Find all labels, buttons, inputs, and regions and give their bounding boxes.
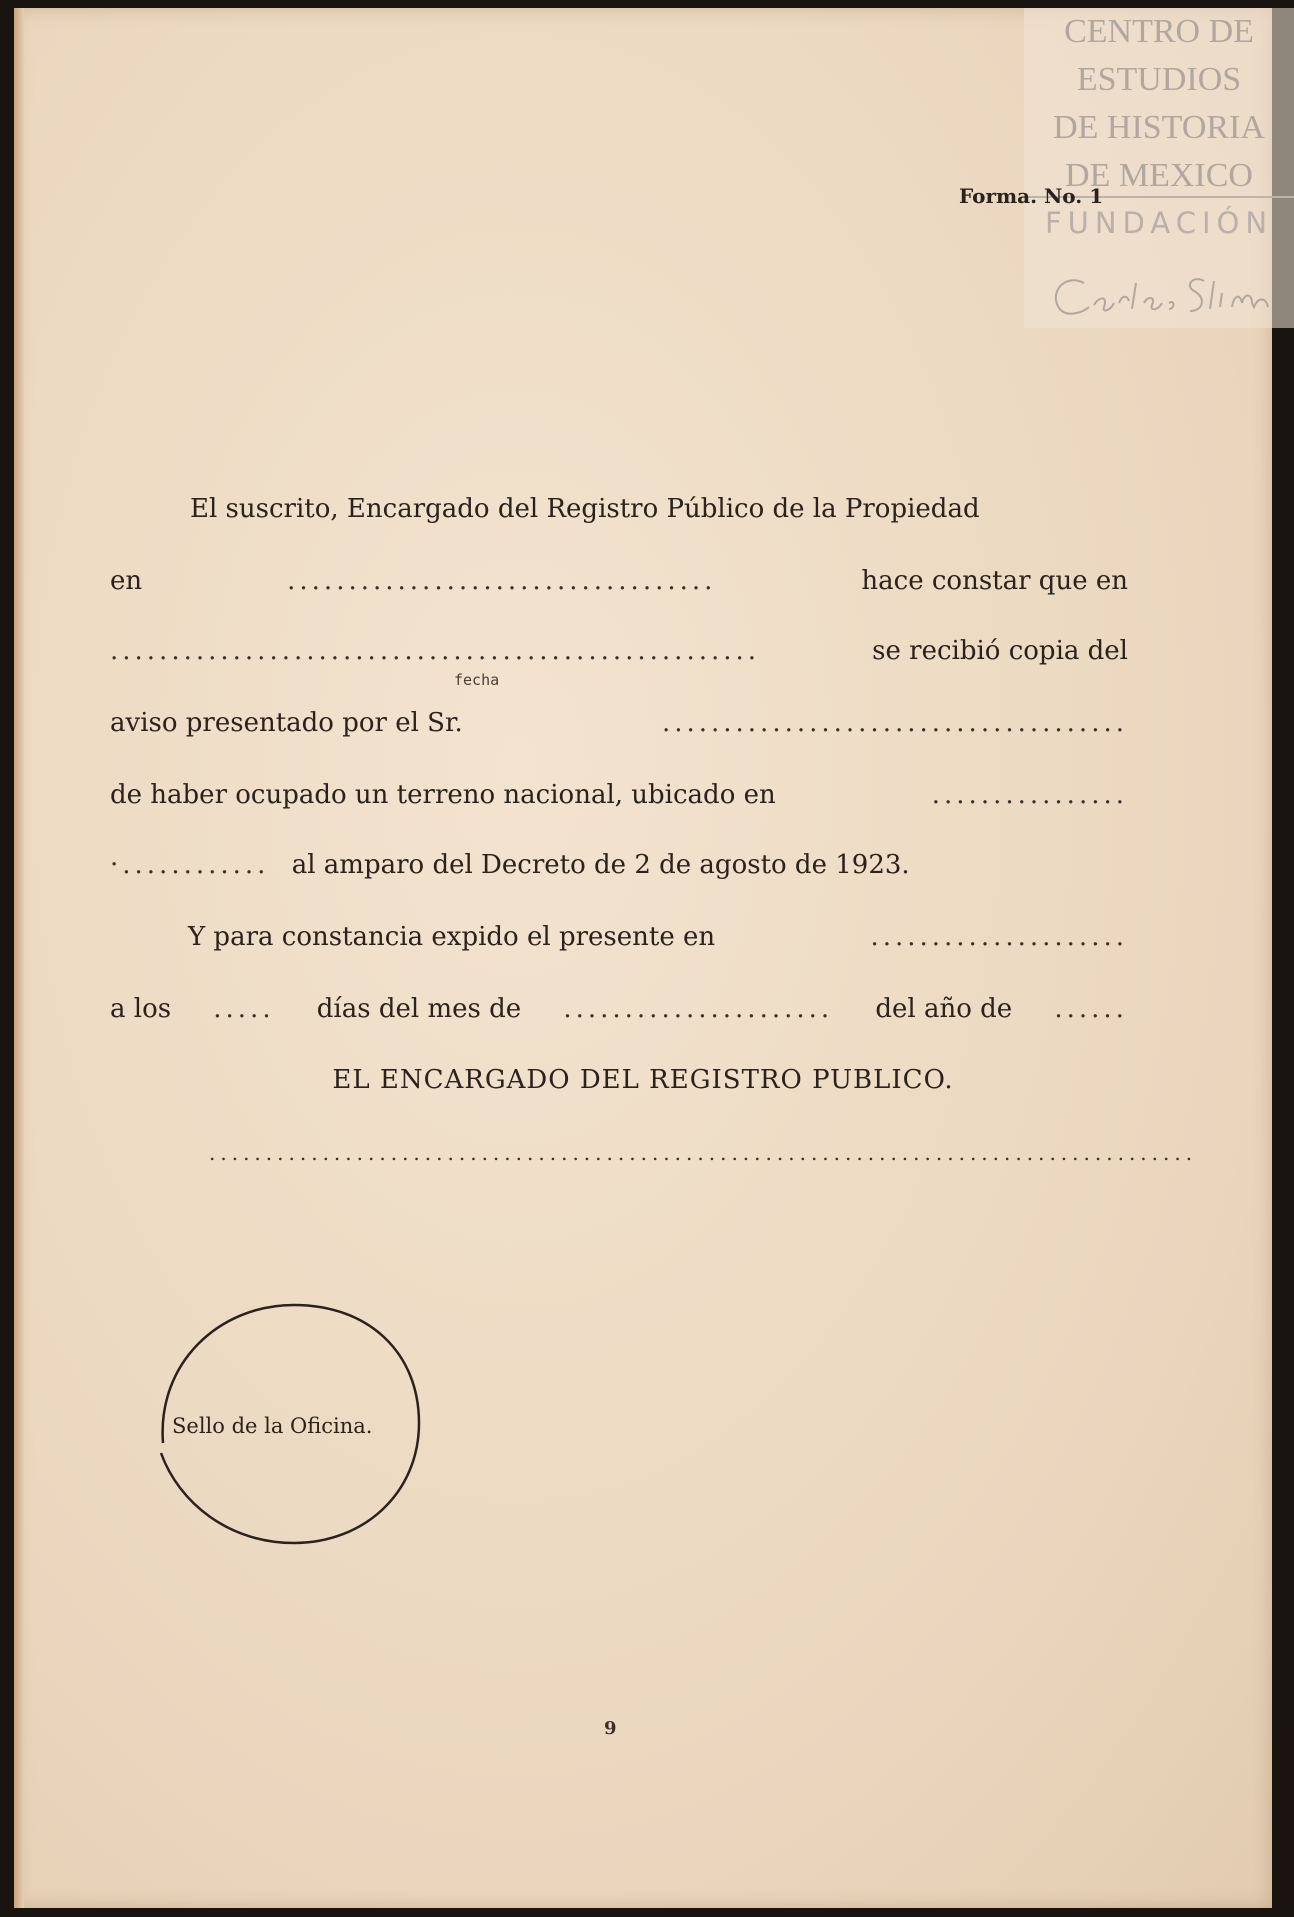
- blank-year: ......: [1054, 994, 1128, 1024]
- blank-date: .....................................................: [110, 636, 761, 666]
- seal-label: Sello de la Oficina.: [172, 1414, 373, 1438]
- body-line-5-start: de haber ocupado un terreno nacional, ubicado en: [110, 780, 776, 810]
- signer-title: EL ENCARGADO DEL REGISTRO PUBLICO.: [332, 1065, 954, 1095]
- watermark-line-1: CENTRO DE: [1064, 13, 1254, 50]
- watermark: [1024, 8, 1294, 328]
- watermark-signature-icon: [1044, 263, 1284, 323]
- body-line-1-text: El suscrito, Encargado del Registro Público de la Propiedad: [190, 494, 980, 524]
- blank-terrain-location: ................: [931, 780, 1128, 810]
- fecha-label: fecha: [454, 671, 500, 689]
- body-line-2-start: en: [110, 566, 143, 596]
- body-line-7-start: Y para constancia expido el presente en: [188, 922, 716, 952]
- body-line-3-end: se recibió copia del: [872, 636, 1128, 666]
- body-line-6-end: al amparo del Decreto de 2 de agosto de 1923.: [291, 850, 910, 880]
- body-line-5: [110, 780, 1128, 810]
- watermark-line-4: DE MEXICO: [1065, 157, 1253, 194]
- blank-name: ......................................: [661, 708, 1128, 738]
- form-number: Forma. No. 1: [959, 184, 1104, 208]
- body-line-4-start: aviso presentado por el Sr.: [110, 708, 463, 738]
- blank-month: ......................: [563, 994, 834, 1024]
- blank-terrain-location-cont: ·............: [110, 850, 270, 880]
- body-line-7: [188, 922, 1128, 952]
- body-line-2-end: hace constar que en: [861, 566, 1128, 596]
- page-edge: [14, 8, 24, 1908]
- body-line-8-start: a los: [110, 994, 172, 1024]
- body-line-3: [110, 636, 1128, 666]
- signature-line: .......................................................................................: [209, 1141, 1198, 1165]
- document-page: [14, 8, 1272, 1908]
- page-number: 9: [604, 1718, 617, 1739]
- body-line-4: [110, 708, 1128, 738]
- body-line-8-mid2: del año de: [875, 994, 1013, 1024]
- watermark-fundacion: FUNDACIÓN: [1044, 206, 1274, 240]
- blank-day: .....: [213, 994, 275, 1024]
- blank-location: ...................................: [287, 566, 717, 596]
- watermark-line-3: DE HISTORIA: [1053, 109, 1265, 146]
- blank-issue-place: .....................: [870, 922, 1128, 952]
- watermark-line-2: ESTUDIOS: [1076, 61, 1242, 98]
- body-line-1: [190, 494, 1128, 524]
- body-line-6: [110, 850, 1050, 880]
- body-line-8-mid: días del mes de: [316, 994, 522, 1024]
- body-line-8: [110, 994, 1128, 1024]
- body-line-2: [110, 566, 1128, 596]
